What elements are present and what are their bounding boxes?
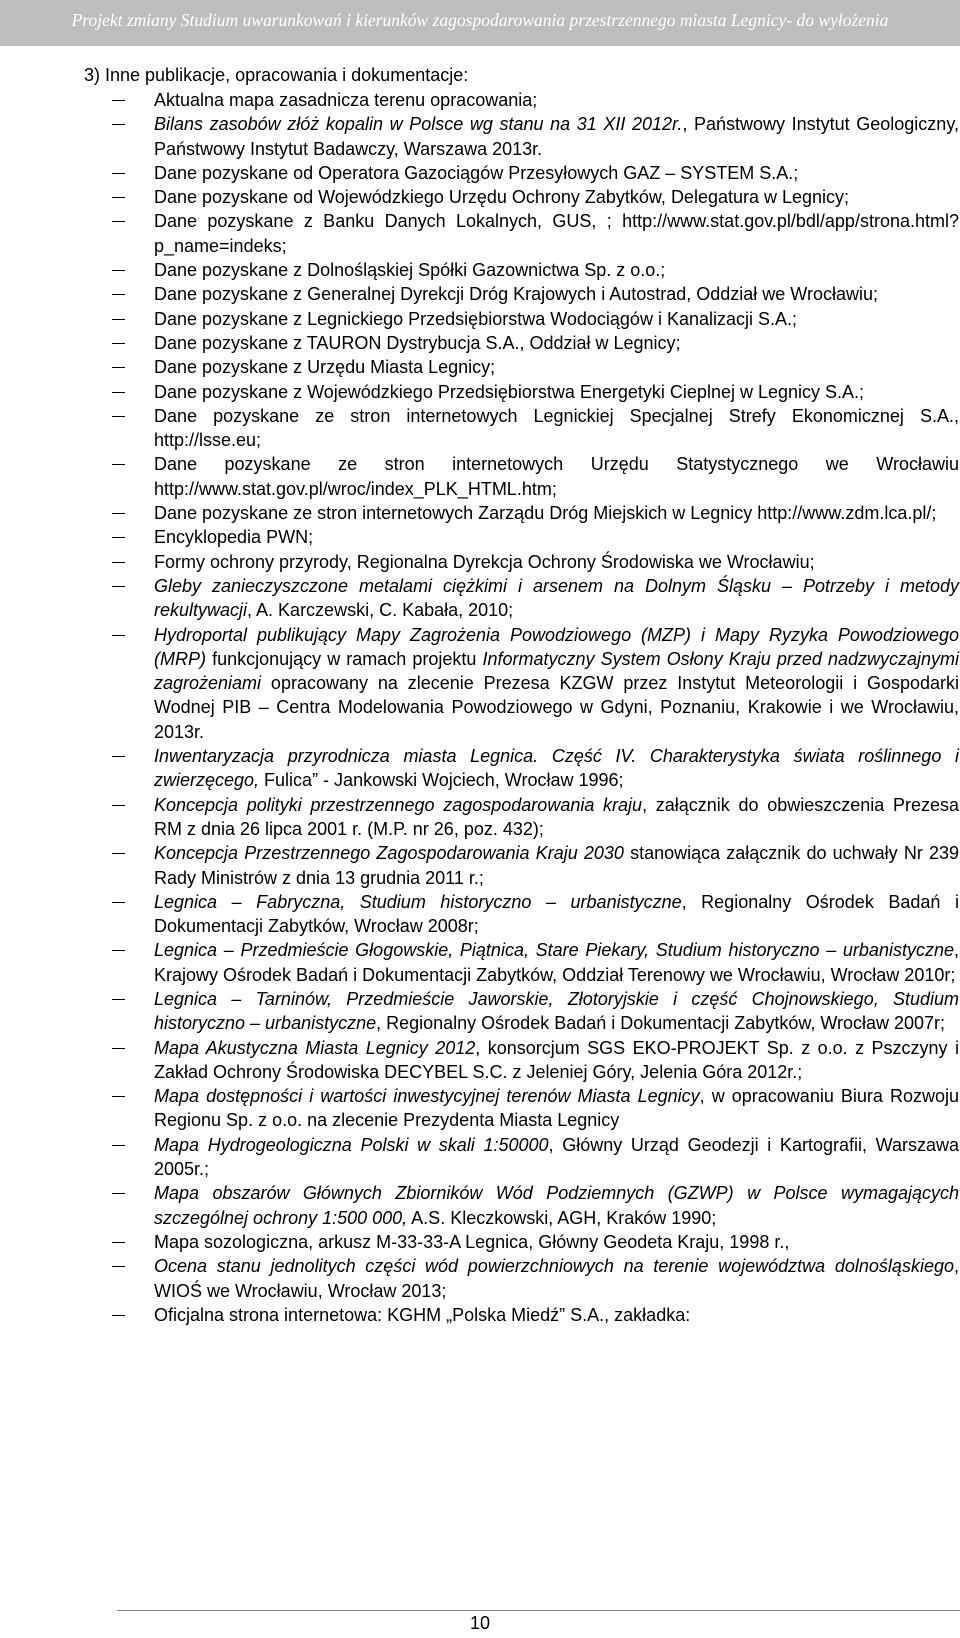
- reference-text: Dane pozyskane od Wojewódzkiego Urzędu Ochrony Zabytków, Delegatura w Legnicy;: [154, 187, 850, 208]
- reference-text: Dane pozyskane ze stron internetowych Urzędu Statystycznego we Wrocławiu http://www.stat.gov.pl/wroc/index_PLK_HTML.htm;: [154, 454, 959, 499]
- list-dash-icon: [112, 805, 125, 806]
- reference-text: , Państwowy Instytut Geologiczny, Państwowy Instytut Badawczy, Warszawa 2013r.: [154, 114, 959, 159]
- list-dash-icon: [112, 1096, 125, 1097]
- reference-item: [84, 574, 959, 623]
- reference-item: [84, 161, 959, 185]
- reference-item: [84, 1084, 959, 1133]
- list-dash-icon: [112, 343, 125, 344]
- reference-item: [84, 987, 959, 1036]
- reference-title: Mapa Hydrogeologiczna Polski w skali 1:50000: [154, 1134, 549, 1155]
- list-dash-icon: [112, 1048, 125, 1049]
- reference-text: A.S. Kleczkowski, AGH, Kraków 1990;: [407, 1207, 717, 1228]
- reference-text: Mapa sozologiczna, arkusz M-33-33-A Legnica, Główny Geodeta Kraju, 1998 r.,: [154, 1231, 790, 1252]
- list-dash-icon: [112, 294, 125, 295]
- list-dash-icon: [112, 416, 125, 417]
- reference-text: , w opracowaniu Biura Rozwoju Regionu Sp. z o.o. na zlecenie Prezydenta Miasta Legnicy: [154, 1086, 960, 1131]
- reference-item: [84, 209, 959, 258]
- reference-title: Gleby zanieczyszczone metalami ciężkimi i arsenem na Dolnym Śląsku – Potrzeby i metody rekultywacji: [154, 575, 959, 621]
- reference-text: stanowiąca załącznik do uchwały Nr 239 Rady Ministrów z dnia 13 grudnia 2011 r.;: [154, 843, 959, 888]
- list-dash-icon: [112, 1266, 125, 1267]
- reference-text: Dane pozyskane z Wojewódzkiego Przedsiębiorstwa Energetyki Cieplnej w Legnicy S.A.;: [154, 381, 865, 402]
- list-dash-icon: [112, 1193, 125, 1194]
- list-dash-icon: [112, 513, 125, 514]
- list-dash-icon: [112, 635, 125, 636]
- reference-text: Dane pozyskane z TAURON Dystrybucja S.A., Oddział w Legnicy;: [154, 332, 681, 353]
- reference-item: [84, 331, 959, 355]
- list-dash-icon: [112, 197, 125, 198]
- reference-text: , Krajowy Ośrodek Badań i Dokumentacji Zabytków, Oddział Terenowy we Wrocławiu, Wrocław 2010r;: [154, 940, 959, 985]
- reference-title: Informatyczny System Osłony Kraju przed nadzwyczajnymi zagrożeniami: [154, 648, 959, 694]
- header-title: Projekt zmiany Studium uwarunkowań i kierunków zagospodarowania przestrzennego miasta Legnicy- do wyłożenia: [71, 10, 889, 30]
- reference-item: [84, 1254, 959, 1303]
- reference-title: Mapa Akustyczna Miasta Legnicy 2012: [154, 1037, 476, 1058]
- list-dash-icon: [112, 1145, 125, 1146]
- reference-text: Dane pozyskane z Urzędu Miasta Legnicy;: [154, 357, 496, 378]
- reference-item: [84, 938, 959, 987]
- reference-text: Dane pozyskane z Legnickiego Przedsiębiorstwa Wodociągów i Kanalizacji S.A.;: [154, 308, 798, 329]
- reference-title: Koncepcja Przestrzennego Zagospodarowania Kraju 2030: [154, 843, 624, 864]
- reference-text: , Regionalny Ośrodek Badań i Dokumentacji Zabytków, Wrocław 2007r;: [376, 1013, 946, 1034]
- reference-item: [84, 525, 959, 549]
- reference-title: Legnica – Tarninów, Przedmieście Jaworskie, Złotoryjskie i część Chojnowskiego, Studium historyczno – urbanistyczne: [154, 988, 959, 1034]
- reference-item: [84, 185, 959, 209]
- reference-text: Formy ochrony przyrody, Regionalna Dyrekcja Ochrony Środowiska we Wrocławiu;: [154, 551, 815, 572]
- reference-item: [84, 88, 959, 112]
- reference-text: Dane pozyskane od Operatora Gazociągów Przesyłowych GAZ – SYSTEM S.A.;: [154, 162, 799, 183]
- reference-title: Mapa obszarów Głównych Zbiorników Wód Podziemnych (GZWP) w Polsce wymagających szczególnej ochrony 1:500 000,: [154, 1183, 959, 1228]
- references-list: [84, 88, 959, 1327]
- reference-text: funkcjonujący w ramach projektu: [206, 648, 483, 669]
- reference-text: Encyklopedia PWN;: [154, 527, 314, 548]
- reference-item: [84, 1181, 959, 1230]
- reference-item: [84, 282, 959, 306]
- reference-title: Bilans zasobów złóż kopalin w Polsce wg stanu na 31 XII 2012r.: [154, 114, 683, 135]
- page-number: 10: [469, 1613, 491, 1633]
- reference-title: Legnica – Przedmieście Głogowskie, Piątnica, Stare Piekary, Studium historyczno – urbanistyczne: [154, 940, 954, 961]
- reference-title: Inwentaryzacja przyrodnicza miasta Legnica. Część IV. Charakterystyka świata roślinnego i zwierzęcego,: [154, 746, 959, 791]
- reference-text: Aktualna mapa zasadnicza terenu opracowania;: [154, 90, 538, 110]
- reference-text: , konsorcjum SGS EKO-PROJEKT Sp. z o.o. z Pszczyny i Zakład Ochrony Środowiska DECYBEL S.C. z Jeleniej Góry, Jelenia Góra 2012r.;: [154, 1037, 959, 1082]
- list-dash-icon: [112, 1315, 125, 1316]
- list-dash-icon: [112, 537, 125, 538]
- reference-text: Fulica” - Jankowski Wojciech, Wrocław 1996;: [259, 770, 624, 791]
- reference-text: Dane pozyskane ze stron internetowych Zarządu Dróg Miejskich w Legnicy http://www.zdm.lca.pl/;: [154, 503, 937, 524]
- list-dash-icon: [112, 124, 125, 125]
- reference-item: [84, 623, 959, 744]
- reference-item: [84, 452, 959, 501]
- document-header: [0, 0, 960, 46]
- reference-item: [84, 501, 959, 525]
- list-dash-icon: [112, 586, 125, 587]
- list-dash-icon: [112, 464, 125, 465]
- list-dash-icon: [112, 221, 125, 222]
- reference-text: Dane pozyskane ze stron internetowych Legnickiej Specjalnej Strefy Ekonomicznej S.A., http://lsse.eu;: [154, 405, 959, 451]
- reference-text: Dane pozyskane z Dolnośląskiej Spółki Gazownictwa Sp. z o.o.;: [154, 260, 666, 281]
- reference-item: [84, 1036, 959, 1085]
- list-dash-icon: [112, 950, 125, 951]
- reference-item: [84, 380, 959, 404]
- reference-title: Ocena stanu jednolitych części wód powierzchniowych na terenie województwa dolnośląskiego: [154, 1256, 954, 1277]
- reference-item: [84, 258, 959, 282]
- reference-item: [84, 550, 959, 574]
- reference-item: [84, 744, 959, 793]
- list-dash-icon: [112, 562, 125, 563]
- reference-item: [84, 1303, 959, 1327]
- reference-item: [84, 404, 959, 453]
- list-dash-icon: [112, 319, 125, 320]
- reference-item: [84, 112, 959, 161]
- reference-text: Oficjalna strona internetowa: KGHM „Polska Miedź” S.A., zakładka:: [154, 1304, 691, 1325]
- reference-title: Mapa dostępności i wartości inwestycyjnej terenów Miasta Legnicy: [154, 1086, 700, 1107]
- reference-text: , załącznik do obwieszczenia Prezesa RM z dnia 26 lipca 2001 r. (M.P. nr 26, poz. 432);: [154, 794, 959, 839]
- reference-item: [84, 1133, 959, 1182]
- list-dash-icon: [112, 1242, 125, 1243]
- list-dash-icon: [112, 902, 125, 903]
- list-dash-icon: [112, 367, 125, 368]
- reference-item: [84, 307, 959, 331]
- reference-item: [84, 793, 959, 842]
- list-dash-icon: [112, 756, 125, 757]
- section-title: 3) Inne publikacje, opracowania i dokumentacje:: [84, 65, 469, 85]
- reference-title: Legnica – Fabryczna, Studium historyczno – urbanistyczne: [154, 891, 682, 912]
- list-dash-icon: [112, 100, 125, 101]
- list-dash-icon: [112, 392, 125, 393]
- list-dash-icon: [112, 173, 125, 174]
- reference-item: [84, 355, 959, 379]
- reference-text: Dane pozyskane z Generalnej Dyrekcji Dróg Krajowych i Autostrad, Oddział we Wrocławiu;: [154, 284, 878, 305]
- reference-title: Koncepcja polityki przestrzennego zagospodarowania kraju: [154, 794, 643, 815]
- list-dash-icon: [112, 999, 125, 1000]
- list-dash-icon: [112, 853, 125, 854]
- reference-item: [84, 1230, 959, 1254]
- list-dash-icon: [112, 270, 125, 271]
- reference-text: , Regionalny Ośrodek Badań i Dokumentacji Zabytków, Wrocław 2008r;: [154, 891, 959, 937]
- reference-item: [84, 890, 959, 939]
- reference-title: Hydroportal publikujący Mapy Zagrożenia Powodziowego (MZP) i Mapy Ryzyka Powodziowego (MRP): [154, 624, 959, 669]
- references-section: [84, 62, 959, 1327]
- reference-text: opracowany na zlecenie Prezesa KZGW przez Instytut Meteorologii i Gospodarki Wodnej PIB – Centra Modelowania Powodziowego w Gdyni, Poznaniu, Krakowie i we Wrocławiu, 2013r.: [154, 673, 959, 742]
- reference-text: , A. Karczewski, C. Kabała, 2010;: [247, 600, 514, 621]
- footer-divider: [117, 1610, 960, 1611]
- reference-text: , WIOŚ we Wrocławiu, Wrocław 2013;: [154, 1256, 959, 1301]
- reference-text: Dane pozyskane z Banku Danych Lokalnych, GUS, ; http://www.stat.gov.pl/bdl/app/strona.html?p_name=indeks;: [154, 211, 959, 256]
- reference-item: [84, 841, 959, 890]
- reference-text: , Główny Urząd Geodezji i Kartografii, Warszawa 2005r.;: [154, 1134, 959, 1180]
